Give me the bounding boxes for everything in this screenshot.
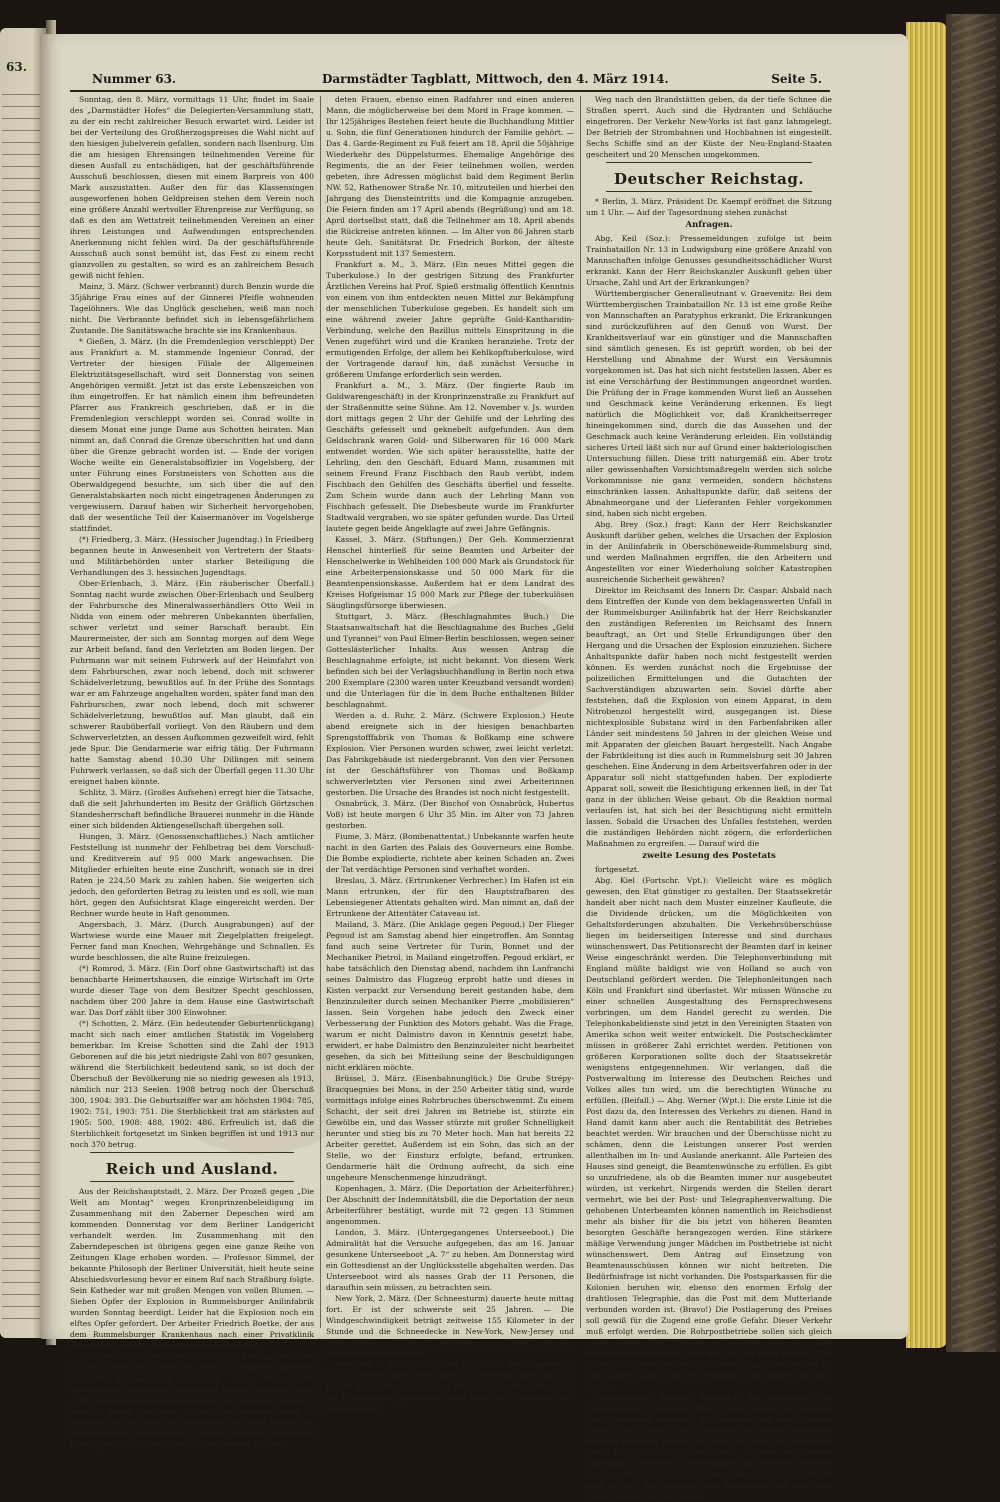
article-paragraph: fortgesetzt. (595, 865, 640, 874)
page-header (92, 72, 822, 92)
article-paragraph: Osnabrück, 3. März. (Der Bischof von Osnabrück, Hubertus Voß) ist heute morgen 6 Uhr 35 Min. im Alter von 73 Jahren gestorben. (326, 799, 574, 830)
article-paragraph: (*) Romrod, 3. März. (Ein Dorf ohne Gastwirtschaft) ist das benachbarte Heimertshausen, die einzige Wirtschaft im Orte wurde dieser Tage von dem Besitzer Specht geschlossen, nachdem über 200 Jahre in dem Hause eine Gastwirtschaft war. Das Dorf zählt über 300 Einwohner. (70, 964, 314, 1017)
article-paragraph: Kassel, 3. März. (Stiftungen.) Der Geh. Kommerzienrat Henschel hinterließ für seine Beamten und Arbeiter der Henschelwerke in Wehlheiden 100 000 Mark als Grundstock für eine Arbeiterpensionskasse und 50 000 Mark für die Beamtenpensionskasse. Außerdem hat er dem Landrat des Kreises Hofgeismar 15 000 Mark zur Pflege der tuberkulösen Säuglingsfürsorge überwiesen. (326, 535, 574, 610)
article-paragraph: Abg. Keil (Soz.): Pressemeldungen zufolge ist beim Trainbataillon Nr. 13 in Ludwigsburg eine größere Anzahl von Mannschaften infolge Genusses gesundheitsschädlicher Wurst erkrankt. Kann der Herr Reichskanzler Auskunft geben über Ursache, Zahl und Art der Erkrankungen? (586, 234, 832, 287)
article-paragraph: Abg. Brey (Soz.) fragt: Kann der Herr Reichskanzler Auskunft darüber geben, welches die Ursachen der Explosion in der Anilinfabrik in Oberschöneweide-Rummelsburg sind, und werden Maßnahmen ergriffen, die den Arbeitern und Angestellten vor einer Wiederholung solcher Katastrophen ausreichende Sicherheit gewähren? (586, 520, 832, 584)
article-paragraph: Mainz, 3. März. (Schwer verbrannt) durch Benzin wurde die 35jährige Frau eines auf der Ginnerei Pfeifle wohnenden Tagelöhners. Wie das Unglück geschehen, weiß man noch nicht. Die Verbrannte befindet sich in lebensgefährlichem Zustande. Die Sanitätswache brachte sie ins Krankenhaus. (70, 282, 314, 335)
article-paragraph: Werden a. d. Ruhr, 2. März. (Schwere Explosion.) Heute abend ereignete sich in der hiesigen benachbarten Sprengstofffabrik von Thomas & Boßkamp eine schwere Explosion. Vier Personen wurden schwer, zwei leicht verletzt. Das Fabrikgebäude ist niedergebrannt. Von den vier Personen ist der Geschäftsführer von Thomas und Boßkamp schwerverletzten vier Personen sind zwei Arbeiterinnen gestorben. Die Ursache des Brandes ist noch nicht festgestellt. (326, 711, 574, 797)
article-paragraph: Staatssekretär Kraetke: Bezüglich der Anstellung von Gehilfinnen an Postämtern dritter Klasse müssen wir zunächst die Erfahrungen abwarten. Wir glauben, auf dem richtigen Wege zu sein. Wenn wir auch zugeben, daß gewisse Mißstände dadurch entstehen können, so wollen wir doch von vornherein diese Institution nicht verdammen, sondern die weitere Entwicklung abwarten. Uebelstände im Fernsprechverkehr sind wir stets bemüht zu beseitigen; aber auch im Stadtverkehr zeigt es sich, daß, während zwei Teilnehmer sich über alles Mögliche lang und breit unter- (586, 1393, 832, 1501)
article-paragraph: Aus der Reichshauptstadt, 2. März. Der Prozeß gegen „Die Welt am Montag“ wegen Kronprinzenbeleidigung im Zusammenhang mit den Zaberner Depeschen wird am kommenden Donnerstag vor dem Berliner Landgericht verhandelt werden. Im Zusammenhang mit den Zaberndepeschen ist übrigens gegen eine ganze Reihe von Zeitungen Klage erhoben worden. — Professor Simmel, der bekannte Philosoph der Berliner Universität, hielt heute seine Abschiedsvorlesung bevor er einem Ruf nach Straßburg folgte. Sein Katheder war mit großen Mengen von vollen Blumen. — Sieben Opfer der Explosion in Rummelsburger Anilinfabrik wurden Sonntag beerdigt. Leider hat die Explosion noch ein elftes Opfer gefordert. Der Arbeiter Friedrich Boetke, der aus dem Rummelsburger Krankenhaus nach einer Privatklinik übergeführt war, ist seinen Verletzungen erlegen. (70, 1187, 314, 1350)
article-paragraph: Württembergischer Generalleutnant v. Graevenitz: Bei dem Württembergischen Trainbataillon Nr. 13 ist eine große Reihe von Mannschaften an Paratyphus erkrankt. Die Erkrankungen sind zurückzuführen auf den Genuß von Wurst. Der Krankheitsverlauf war ein günstiger und die Mannschaften sind sämtlich genesen. Es ist geprüft worden, ob bei der Herstellung und Abnahme der Wurst ein Versäumnis vorgekommen ist. Das hat sich nicht feststellen lassen. Aber es ist eine Verschärfung der Bestimmungen angeordnet worden. Die Prüfung der in Frage kommenden Wurst ließ an Aussehen und Geschmack keine Veränderung erkennen. Es liegt natürlich die Möglichkeit vor, daß Krankheitserreger hineingekommen sind, durch die das Aussehen und der Geschmack auch keine Veränderung erleiden. Ein vollständig sicheres Urteil läßt sich nur auf Grund einer bakteriologischen Untersuchung fällen. Diese tritt naturgemäß ein. Aber trotz aller gewissenhaften Vorsichtsmaßregeln werden sich solche Vorkommnisse nie ganz vermeiden, sondern höchstens einschränken lassen. Anhaltspunkte dafür, daß seitens der Abnahmeorgane und der Lieferanten Fehler vorgekommen sind, haben sich nicht ergeben. (586, 289, 832, 518)
subheading: Anfragen. (685, 220, 733, 230)
article-paragraph: Sonntag, den 8. März, vormittags 11 Uhr, findet im Saale des „Darmstädter Hofes“ die Delegierten-Versammlung statt, zu der ein recht zahlreicher Besuch erwartet wird. Leider ist bei der Verteilung des Großherzogspreises die Wahl nicht auf den hiesigen Jubelverein gefallen, sondern nach Ilsenburg. Um die am hiesigen Ehrensingen teilnehmenden Vereine für diesen Ausfall zu entschädigen, hat der geschäftsführende Ausschuß beschlossen, diesen mit einem Barpreis von 400 Mark auszustatten. Außer den für das Klassensingen ausgeworfenen hohen Geldpreisen stehen dem Verein noch eine größere Anzahl wertvoller Ehrenpreise zur Verfügung, so daß es den am Wettstreit teilnehmenden Vereinen an einer ihren Leistungen und Aufwendungen entsprechenden Anerkennung nicht fehlen wird. Da der geschäftsführende Ausschuß auch sonst bemüht ist, das Fest zu einem recht glanzvollen zu gestalten, so wird es an zahlreichem Besuch gewiß nicht fehlen. (70, 95, 314, 280)
article-paragraph: * Gießen, 3. März. (In die Fremdenlegion verschleppt) Der aus Frankfurt a. M. stammende Ingenieur Conrad, der Vertreter der hiesigen Filiale der Allgemeinen Elektrizitätsgesellschaft, wird seit Donnerstag von seinen Angehörigen vermißt. Jetzt ist das erste Lebenszeichen von ihm eingetroffen. Er hat nämlich einem ihm befreundeten Pfarrer aus Frankreich geschrieben, daß er in die Fremdenlegion verschleppt worden sei. Conrad wollte in diesem Monat eine junge Dame aus Schotten heiraten. Man nimmt an, daß Conrad die Grenze überschritten hat und dann über die Grenze gebracht worden ist. — Ende der vorigen Woche weilte ein Generalstabsoffizier im Vogelsberg, der unter Führung eines Forstmeisters von Schotten aus die Oberwaldgegend besuchte, um sich über die auf den Generalstabskarten noch nicht eingetragenen Änderungen zu vergewissern. Darauf haben wir Sicherheit hervorgehoben, daß der wesentliche Teil der Kaisermanöver im Vogelsberge stattfindet. (70, 337, 314, 533)
article-paragraph: Weg nach den Brandstätten geben, da der tiefe Schnee die Straßen sperrt. Auch sind die Hydranten und Schläuche eingefroren. Der Verkehr New-Yorks ist fast ganz lahmgelegt. Der Betrieb der Strombahnen und Hochbahnen ist eingestellt. Sechs Schiffe sind an der Küste der Neu-England-Staaten gescheitert und 20 Menschen umgekommen. (586, 95, 832, 159)
column-2 (326, 94, 574, 1413)
article-paragraph: New York, 3. März. (Infolge der Kälte) sind der Schneesturm hat sich heute mittag eine Reihe von Personen gestorben. Im Elende der Stadt sind während der letzten 24 Stunden einmal 26 Feuerbrände gebrochen, doch kann die Feuerwehr nur langsam ihren (326, 1360, 574, 1413)
article-paragraph: (*) Schotten, 2. März. (Ein bedeutender Geburtenrückgang) macht sich nach einer amtlichen Statistik im Vogelsberg bemerkbar. Im Kreise Schotten sind die Zahl der 1913 Geborenen auf die bis jetzt niedrigste Zahl von 807 gesunken, während die Sterblichkeit bedeutend sank, so ist doch der Überschuß der Bevölkerung nie so niedrig gewesen als 1913, nämlich nur 213 Seelen. 1908 betrug noch der Überschuß 300, 1904: 393. Die Geburtsziffer war am höchsten 1904: 785, 1902: 751, 1903: 751. Die Sterblichkeit trat am stärksten auf 1905: 500, 1908: 488, 1902: 486. Erfreulich ist, daß die Sterblichkeit fortgesetzt im Sinken begriffen ist und 1913 nur noch 370 betrug. (70, 1019, 314, 1149)
subheading: zweite Lesung des Postetats (642, 851, 776, 861)
article-columns (70, 94, 832, 1501)
section-title: Reich und Ausland. (105, 1160, 279, 1178)
previous-page-number: 63. (6, 60, 27, 74)
page-number: Seite 5. (771, 72, 822, 86)
masthead-date: Darmstädter Tagblatt, Mittwoch, den 4. März 1914. (322, 72, 669, 86)
section-title: Deutscher Reichstag. (613, 170, 805, 188)
article-paragraph: Mailand, 3. März. (Die Anklage gegen Pegoud.) Der Flieger Pegoud ist am Samstag abend hier eingetroffen. Am Sonntag fand auch seine Vertreter für Turin, Bonnet und der Mechaniker Pietrol, in Mailand eingetroffen. Pegoud erklärt, er habe tatsächlich den Dienstag abend, nachdem ihn Lanfranchi seines Dalmistro das Flugzeug erprobt hatte und dieses in Kisten verpackt zur Versendung bereit gestanden habe, dem Benzinzuleiter durch seinen Mechaniker Pierre „mobilisieren“ lassen. Sein Vorgehen habe jedoch den Zweck einer Verbesserung der Funktion des Motors gehabt. Was die Frage, warum er nicht Dalmistro davon in Kenntnis gesetzt habe, erwidert, er habe Dalmistro den Benzinzuleiter nicht bearbeitet gesehen, da sich bei Mitteilung seine der Beschuldigungen nicht erklären möchte. (326, 920, 574, 1072)
article-paragraph: Hungen, 3. März. (Genossenschaftliches.) Nach amtlicher Feststellung ist nunmehr der Fehlbetrag bei dem Vorschuß- und Kreditverein auf 95 000 Mark angewachsen. Die Mitglieder erhielten heute eine Zuschrift, wonach sie in drei Raten je 224,50 Mark zu zahlen haben. Sie weigerten sich jedoch, den geforderten Betrag zu leisten und es soll, wie man hört, gegen den Aufsichtsrat Klage eingereicht werden. Der Rechner wurde heute in Haft genommen. (70, 832, 314, 918)
column-divider (580, 96, 581, 1328)
article-paragraph: Breslau, 3. März. (Ertrunkener Verbrecher.) Im Hafen ist ein Mann ertrunken, der für den Hauptstrafbaren des Lebensiegener Attentats gehalten wird. Man nimmt an, daß der Ertrunkene der Attentäter Cataveau ist. (326, 876, 574, 918)
article-paragraph: deten Frauen, ebenso einen Radfahrer und einen anderen Mann, die möglicherweise bei dem Mord in Frage kommen. — Ihr 125jähriges Bestehen feiert heute die Buchhandlung Mittler u. Sohn, die fünf Generationen hindurch der Familie gehört. — Das 4. Garde-Regiment zu Fuß feiert am 18. April die 50jährige Wiederkehr des Düppelsturmes. Ehemalige Angehörige des Regiments, die an der Feier teilnehmen wollen, werden gebeten, ihre Adressen möglichst bald dem Regiment Berlin NW. 52, Rathenower Straße Nr. 10, mitzuteilen und hierbei den Jahrgang des Diensteintritts und die Kompagnie anzugeben. Die Feiern finden am 17 April abends (Begrüßung) und am 18. April dortselbst statt, daß die Teilnehmer am 18. April abends die Rückreise antreten können. — Im Alter von 86 Jahren starb heute Geh. Sanitätsrat Dr. Friedrich Borkon, der älteste Korpsstudent mit 137 Semestern. (326, 95, 574, 258)
section-rule (606, 162, 812, 163)
article-paragraph: Abg. Kiel (Fortschr. Vpt.): Vielleicht wäre es möglich gewesen, den Etat günstiger zu gestalten. Der Staatssekretär handelt aber nicht nach dem Muster einzelner Kaufleute, die die Dividende drücken, um die Möglichkeiten von Gehaltsforderungen abzuhalten. Die Verkehrsüberschüsse liegen im beiderseitigen Interesse und sind durchaus wünschenswert. Das Petitionsrecht der Beamten darf in keiner Weise eingeschränkt werden. Die Telephonverbindung mit England müßte baldigst wie von Holland so auch von Deutschland gefördert werden. Die Telephonleitungen nach Köln und Frankfurt sind überlastet. Wir müssen Wünsche zu einer schnellen Ausgestaltung des Fernsprechwesens vorbringen, um dem Handel gerecht zu werden. Die Telephonkabeldienste sind jetzt in den Vereinigten Staaten von Amerika schon weit weiter entwickelt. Die Postscheckämter müssen in größerer Zahl errichtet werden. Petitionen von größeren Korporationen sollte doch der Staatssekretär wenigstens entgegennehmen. Wir verlangen, daß die Postverwaltung im Interesse des Deutschen Reiches und Volkes alles tun wird, um die berechtigten Wünsche zu erfüllen. (Beifall.) — Abg. Werner (Wpt.): Die erste Linie ist die Post dazu da, den Interessen des Verkehrs zu dienen. Hand in Hand damit kann aber auch die Rentabilität des Betriebes beachtet werden. Wir brauchen und der Überschüsse nicht zu schämen, denn die Leistungen unserer Post werden allenthalben im In- und Auslande anerkannt. Alle Parteien des Hauses sind geneigt, die Beamtenwünsche zu erfüllen. Es gibt so unzufriedene, als ob die Beamten immer nur ausgebeutet würden, ist verkehrt. Nirgends werden die Stellen derart vermehrt, wie bei der Post- und Telegraphenverwaltung. Die gehobenen Unterbeamten können namentlich im Reichsdienst mehr als bisher für die bis jetzt von höheren Beamten besorgten Geschäfte herangezogen werden. Eine stärkere mäßige Verwendung junger Mädchen im Postbetriebe ist nicht wünschenswert. Dem Antrag auf Einsetzung von Beamtenausschüssen können wir nicht beitreten. Die Bedürfnisfrage ist nicht vorhanden. Die Postsparkassen für die Kolonien beruhen wir, ebenso den enormen Erfolg der drahtlosen Telegraphie, das die Post mit dem Mutterlande verbunden worden ist. (Bravo!) Die Postlagerung des Preises soll gewiß für die Zugend eine große Gefahr. Dieser Verkehr muß erfolgt werden. Die Rohrpostbetriebe sollen sich gleich vielen anderen Einrichtungen auf bewähren. Jedenfalls sollte man zunächst abwarten, bevor man mit der Kritik einsetzt. Das System der kleinen Pakete muß weiter ausgebildet werden. Im Falle Zabern haben sich die Verhältnisse hier anders als sonst gezeigt. (586, 876, 832, 1391)
article-paragraph: London, 3. März. (Untergegangenes Unterseeboot.) Die Admiralität hat die Versuche aufgegeben, das am 16. Januar gesunkene Unterseeboot „A. 7“ zu heben. Am Donnerstag wird ein Gottesdienst an der Unglücksstelle abgehalten werden. Das Unterseeboot wird als nasses Grab der 11 Personen, die daraufhin sein müssen, zu betrachten sein. (326, 1228, 574, 1292)
issue-number: Nummer 63. (92, 72, 177, 86)
article-paragraph: New York, 2. März. (Der Schneesturm) dauerte heute mittag fort. Er ist der schwerste seit 25 Jahren. — Die Windgeschwindigkeit beträgt zeitweise 155 Kilometer in der Stunde und die Schneedecke in New-York, New-Jersey und Pennsylvania ist 20 bis 28 Zentimeter hoch. Bisher sind acht Menschen umgekommen. (326, 1294, 574, 1358)
column-divider (320, 96, 321, 1328)
column-3 (586, 94, 832, 1501)
section-rule (90, 1152, 294, 1153)
article-paragraph: Frankfurt a. M., 3. März. (Ein neues Mittel gegen die Tuberkulose.) In der gestrigen Sitzung des Frankfurter Ärztlichen Vereins hat Prof. Spieß erstmalig öffentlich Kenntnis von einem von ihm entdeckten neuen Mittel zur Bekämpfung der menschlichen Tuberkulose gegeben. Es handelt sich um eine während zweier Jahre geprüfte Gold-Kantharidin-Verbindung, welche den Bazillus mittels Einspritzung in die Venen zugeführt wird und die Kranken heranziehe. Trotz der ermutigenden Erfolge, der allem bei Kehlkopftuberkulose, wird der Vortragende darauf hin, daß zunächst Versuche in größerem Umfange erforderlich sein werden. (326, 260, 574, 379)
gilded-page-edges (906, 22, 948, 1348)
section-rule (90, 1181, 294, 1182)
article-paragraph: Stuttgart, 3. März. (Beschlagnahmtes Buch.) Die Staatsanwaltschaft hat die Beschlagnahme des Buches „Geld und Tyrannei“ von Paul Elmer-Berlin beschlossen, wegen seiner Gotteslästerlicher Inhalts. Aus wessen Antrag die Beschlagnahme erfolgte, ist nicht bekannt. Von diesem Werk befinden sich bei der Verlagsbuchhandlung in Berlin noch etwa 200 Exemplare (2300 waren unter Kreuzband versandt worden) und die Unterlagen für die in dem Buche enthaltenen Bilder beschlagnahmt. (326, 612, 574, 709)
column-1 (70, 94, 314, 1449)
article-paragraph: Schlitz, 3. März. (Großes Aufsehen) erregt hier die Tatsache, daß die seit Jahrhunderten im Besitz der Gräflich Görtzschen Standesherrschaft befindliche Brauerei nunmehr in die Hände einer sich bildenden Aktiengesellschaft übergehen soll. (70, 788, 314, 830)
article-paragraph: Angersbach, 3. März. (Durch Ausgrabungen) auf der Wartwiese wurde eine Mauer mit Ziegelplatten freigelegt. Ferner fand man Knochen, Wehrgehänge und Schnallen. Es wurde beschlossen, die alte Ruine freizulegen. (70, 920, 314, 962)
reichstag-intro: * Berlin, 3. März. Präsident Dr. Kaempf eröffnet die Sitzung um 1 Uhr. — Auf der Tagesordnung stehen zunächst (586, 197, 832, 217)
section-rule (606, 191, 812, 192)
article-paragraph: — 3. März. (Kirchen-Einbrüche) wurden hier nacheinander in der katholischen Kirche St. Josef in Weißensee mehrere wertvolle Kirchengeräte gestohlen. Beim Öffnen des Opferkastens scheinen die Einbrecher gestört worden zu sein. — Die Suche nach einem Raubmörder am Teufelssee führt sich ziemlich genau verfolgen. Er war am Samstag abend in Westend und soll dann ein Schülerboot bei einem Bäcker vor. Wilmersdorfer Gymnasiasten, welche Samstag nachmittag Kriegsspiele aufführten, trafen die ermordeten Frauen. (70, 1352, 314, 1449)
article-paragraph: Direktor im Reichsamt des Innern Dr. Caspar: Alsbald nach dem Eintreffen der Kunde von dem beklagenswerten Unfall in der Rummelsburger Anilinfabrik hat der Herr Reichskanzler den zuständigen Referenten im Reichsamt des Innern beauftragt, an Ort und Stelle Erkundigungen über den Hergang und die Ursachen der Explosion einzuziehen. Sichere Anhaltspunkte dafür haben noch nicht festgestellt werden können. Es werden zunächst noch die Ergebnisse der polizeilichen Ermittelungen und die Gutachten der Sachverständigen abzuwarten sein. Soviel dürfte aber feststehen, daß die Explosion von einem Apparat, in dem Nitrobenzol hergestellt wird, ausgegangen ist. Diese nichtexplosible Substanz wird in den Farbenfabriken aller Länder seit mindestens 50 Jahren in der gleichen Weise und mit Apparaten der gleichen Bauart hergestellt. Nach Angabe der Fabrikleitung ist dies auch in Rummelsburg seit 30 Jahren geschehen. Eine Änderung in dem Arbeitsverfahren oder in der Apparatur soll nicht stattgefunden haben. Der explodierte Apparat soll, soweit die Besichtigung erkennen ließ, in der Tat ganz in der üblichen Weise gebaut. Ob die Reaktion normal verlaufen ist, hat sich bei der Besichtigung nicht ermitteln lassen. Sobald die Ursachen des Unfalles feststehen, werden die zuständigen Behörden nicht zögern, die erforderlichen Maßnahmen zu ergreifen. — Darauf wird die (586, 586, 832, 848)
article-paragraph: Brüssel, 3. März. (Eisenbahnunglück.) Die Grube Strépy-Bracquegnies bei Mons, in der 250 Arbeiter tätig sind, wurde vormittags infolge eines Rohrbruches überschwemmt. Zu einem Schacht, der seit drei Jahren im Betriebe ist, stürzte ein Gewölbe ein, und das Wasser stürzte mit großer Schnelligkeit herunter und stieg bis zu 70 Meter hoch. Man hat bereits 22 Arbeiter gerettet. Außerdem ist ein Sohn, das sich an der Stelle, wo der Einsturz erfolgte, befand, ertrunken. Gendarmerie hält die Ordnung aufrecht, da sich eine ungeheure Menschenmenge hinzudrängt. (326, 1074, 574, 1182)
article-paragraph: Fiume, 3. März. (Bombenattentat.) Unbekannte warfen heute nacht in den Garten des Palais des Gouverneurs eine Bombe. Die Bombe explodierte, richtete aber keinen Schaden an. Zwei der Tat verdächtige Personen sind verhaftet worden. (326, 832, 574, 874)
article-paragraph: Ober-Erlenbach, 3. März. (Ein räuberischer Überfall.) Sonntag nacht wurde zwischen Ober-Erlenbach und Seulberg der Fahrbursche des Mineralwasserhändlers Otto Weil in Nidda von einem oder mehreren Unbekannten überfallen, schwer verletzt und seiner Barschaft beraubt. Ein Maurermeister, der sich am Sonntag morgen auf dem Wege zur Arbeit befand, fand den Verletzten am Boden liegen. Der Fuhrmann war mit seinem Fuhrwerk auf der Heimfahrt von dem Fahrburschen, zwar noch lebend, doch mit schwerer Schädelverletzung, bewußtlos auf. In der Frühe des Sonntags war er am Fahrzeuge angehalten worden, später fand man den Fahrburschen, zwar noch lebend, doch mit schwerer Schädelverletzung, bewußtlos auf. Man glaubt, daß ein schwerer Raubüberfall vorliegt. Von den Räubern und dem Schwerverletzten, an dessen Aufkommen gezweifelt wird, fehlt jede Spur. Die Gendarmerie war eifrig tätig. Der Fuhrmann hatte Samstag abend 10.30 Uhr Dillingen mit seinem Fuhrwerk verlassen, so daß sich der Überfall gegen 11.30 Uhr ereignet haben könnte. (70, 579, 314, 786)
previous-page-text-lines (2, 88, 42, 1328)
article-paragraph: (*) Friedberg, 3. März. (Hessischer Jugendtag.) In Friedberg begannen heute in Anwesenheit von Vertretern der Staats- und Militärbehörden unter starker Beteiligung die Verhandlungen des 3. hessischen Jugendtags. (70, 535, 314, 577)
article-paragraph: Kopenhagen, 3. März. (Die Deportation der Arbeiterführer.) Der Abschnitt der Indemnitätsbill, die die Deportation der neun Arbeiterführer bestätigt, wurde mit 72 gegen 13 Stimmen angenommen. (326, 1184, 574, 1226)
article-paragraph: Frankfurt a. M., 3. März. (Der fingierte Raub im Goldwarengeschäft) in der Kronprinzenstraße zu Frankfurt auf der Straßenmitte seine Sühne. Am 12. November v. Js. wurden dort mittags gegen 2 Uhr der Gehilfe und der Lehrling des Geschäfts gefesselt und geknebelt aufgefunden. Aus dem Geldschrank waren Gold- und Silberwaren für 16 000 Mark entwendet worden. Wie sich später herausstellte, hatte der Lehrling, den den Geschäft, Eduard Mann, zusammen mit seinem Freund Franz Fischbach den Raub verübt, indem Fischbach den Gehilfen des Geschäfts überfiel und fesselte. Zum Schein wurde dann auch der Lehrling Mann von Fischbach gefesselt. Die Diebesbeute wurde im Frankfurter Stadtwald vergraben, wo sie später gefunden wurde. Das Urteil lautete gegen beide Angeklagte auf zwei Jahre Gefängnis. (326, 381, 574, 533)
header-rule (70, 90, 830, 92)
book-cover-edge (946, 14, 1000, 1352)
